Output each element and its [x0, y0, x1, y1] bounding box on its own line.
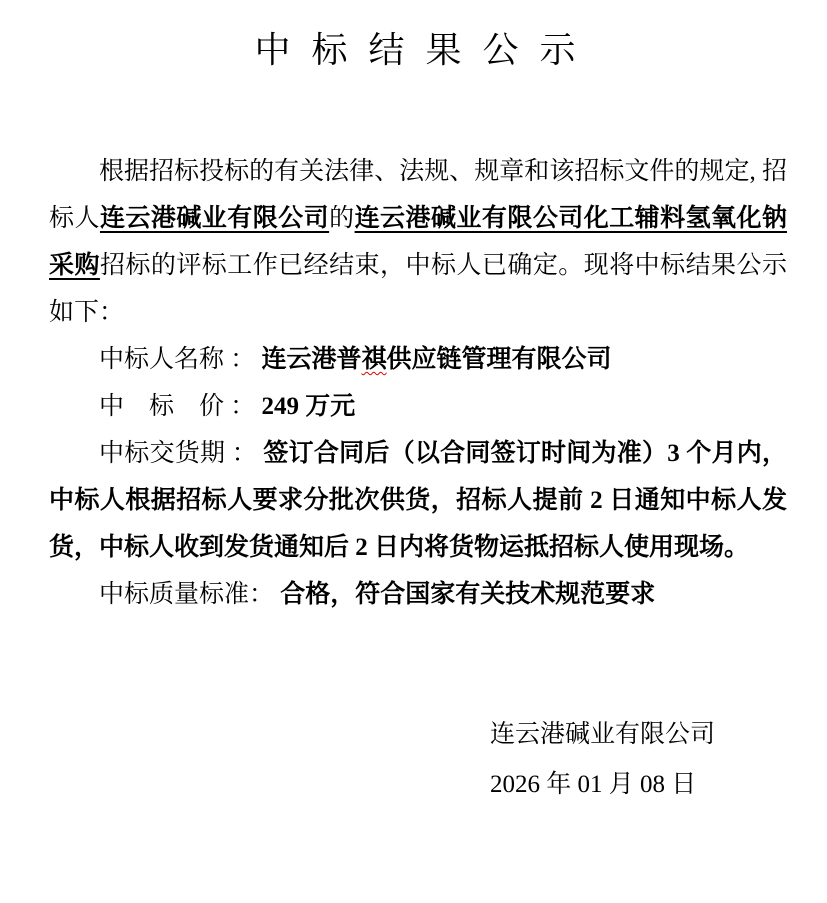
winner-name-value-post: 供应链管理有限公司: [386, 346, 612, 373]
delivery-terms-value: 签订合同后（以合同签订时间为准）3 个月内，中标人根据招标人要求分批次供货，招标人提前 2 日通知中标人发货，中标人收到发货通知后 2 日内将货物运抵招标人使用现场。: [49, 440, 787, 561]
quality-standard-value: 合格，符合国家有关技术规范要求: [280, 581, 656, 608]
winner-name-row: [49, 336, 787, 383]
winner-name-label: 中标人名称 ：: [99, 346, 262, 373]
bid-price-label: 中 标 价 ：: [99, 393, 262, 420]
bidder-name-underlined: 连云港碱业有限公司: [99, 205, 330, 232]
bid-price-value: 249 万元: [261, 393, 356, 420]
intro-text-mid: 的: [329, 205, 355, 232]
page-title: 中 标 结 果 公 示: [254, 30, 582, 70]
bid-price-row: [49, 383, 787, 430]
quality-standard-row: [49, 571, 787, 618]
delivery-terms-row: [49, 430, 787, 571]
signature-date: 2026 年 01 月 08 日: [490, 771, 697, 798]
delivery-terms-label: 中标交货期 ：: [99, 440, 264, 467]
intro-paragraph: [49, 148, 787, 336]
signer-company-name: 连云港碱业有限公司: [490, 721, 716, 748]
signature-block: [490, 710, 787, 810]
intro-text-lead: 根据招标投标的有关法律、法规、规章和该招标文件的规定, 招标人: [49, 158, 787, 232]
misspelled-char-squiggle: 祺: [361, 346, 387, 373]
quality-standard-label: 中标质量标准：: [99, 581, 281, 608]
intro-text-tail: 招标的评标工作已经结束，中标人已确定。现将中标结果公示如下：: [49, 252, 787, 326]
winner-name-value: [262, 346, 612, 373]
winner-name-value-pre: 连云港普: [261, 346, 362, 373]
project-name-underlined: 连云港碱业有限公司化工辅料氢氧化钠采购: [49, 205, 787, 279]
